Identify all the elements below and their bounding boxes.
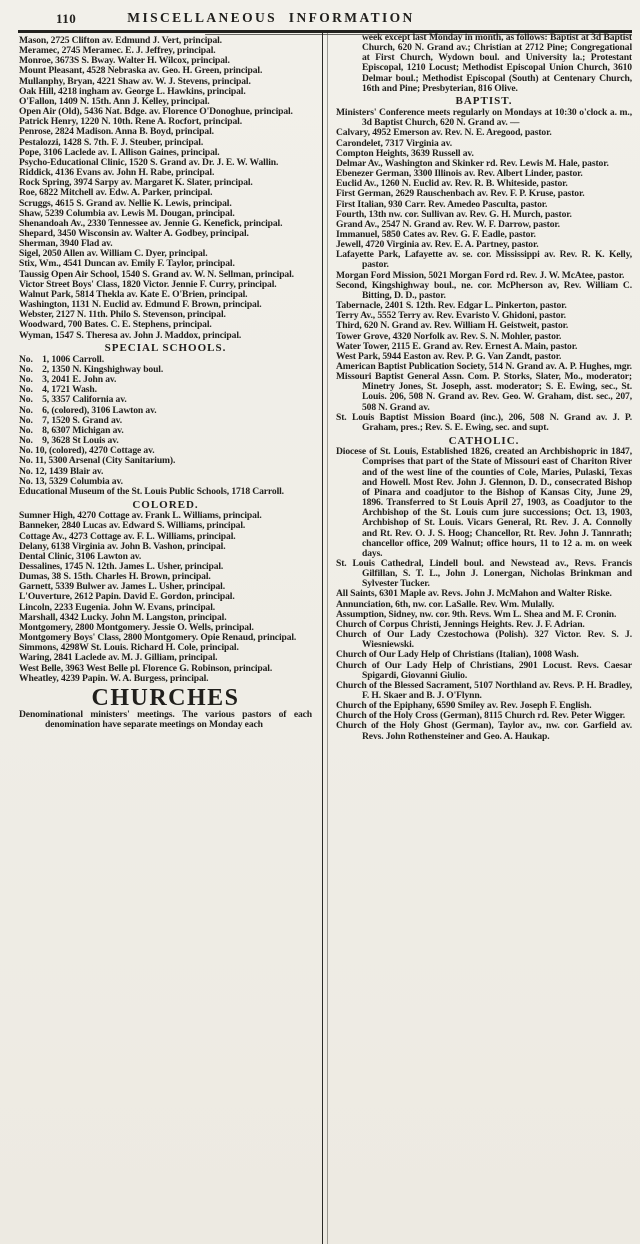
catholic-church-entry: Diocese of St. Louis, Established 1826, created an Archbishopric in 1847, Comprises that part of the State of Missouri east of Chariton River and of the west line of the counties of Cole, Maries, Pulaski, Texas and Howell. Most Rev. John J. Glennon, D. D., consecrated Bishop of Pinara and coadjutor to the Bishop of Kansas City, June 29, 1896. Transferred to St Louis April 27, 1903, as Coadjutor to the Archbishop of the St. Louis cum jure successions; Oct. 13, 1903, Archbishop of St. Louis. Vicars General, Rt. Rev. J. A. Connolly and Rt. Rev. O. J. S. Hoog; Chancellor, Rt. Rev. John J. Tannrath; chancellor office, 209 Walnut; office hours, 11 to 12 a. m. on week days. [336, 446, 632, 559]
school-entry: Victor Street Boys' Class, 1820 Victor. Jennie F. Curry, principal. [19, 278, 277, 290]
public-schools-list [19, 36, 312, 341]
special-school-entry: No. 4, 1721 Wash. [19, 384, 97, 396]
school-entry: Pope, 3106 Laclede av. I. Allison Gaines, principal. [19, 146, 220, 158]
school-entry: Mason, 2725 Clifton av. Edmund J. Vert, principal. [19, 36, 222, 46]
colored-school-entry: Delany, 6138 Virginia av. John B. Vashon, principal. [19, 540, 226, 552]
school-entry: Mount Pleasant, 4528 Nebraska av. Geo. H. Green, principal. [19, 65, 263, 77]
school-entry: Webster, 2127 N. 11th. Philo S. Stevenson, principal. [19, 309, 226, 321]
school-entry: Wyman, 1547 S. Theresa av. John J. Maddox, principal. [19, 329, 242, 341]
school-entry: Shepard, 3450 Wisconsin av. Walter A. Godbey, principal. [19, 227, 249, 239]
baptist-church-entry: Lafayette Park, Lafayette av. se. cor. Mississippi av. Rev. R. K. Kelly, pastor. [336, 249, 632, 271]
colored-schools-list [19, 511, 312, 684]
baptist-church-entry: First German, 2629 Rauschenbach av. Rev. F. P. Kruse, pastor. [336, 188, 585, 200]
catholic-church-entry: Church of Our Lady Czestochowa (Polish). 327 Victor. Rev. S. J. Wiesniewski. [336, 629, 632, 651]
page-number: 110 [56, 11, 77, 26]
column-divider [322, 33, 323, 1244]
colored-school-entry: Montgomery Boys' Class, 2800 Montgomery. Opie Renaud, principal. [19, 632, 297, 644]
colored-school-entry: Cottage Av., 4273 Cottage av. F. L. Williams, principal. [19, 530, 236, 542]
catholic-church-entry: Assumption, Sidney, nw. cor. 9th. Revs. Wm L. Shea and M. F. Cronin. [336, 608, 617, 620]
page-header [18, 8, 632, 30]
school-entry: Taussig Open Air School, 1540 S. Grand av. W. N. Sellman, principal. [19, 268, 294, 280]
catholic-church-entry: All Saints, 6301 Maple av. Revs. John J. McMahon and Walter Riske. [336, 588, 612, 600]
school-entry: Open Air (Old), 5436 Nat. Bdge. av. Florence O'Donoghue, principal. [19, 106, 293, 118]
baptist-church-entry: Ebenezer German, 3300 Illinois av. Rev. Albert Linder, pastor. [336, 168, 583, 180]
special-school-entry: No. 5, 3357 California av. [19, 394, 127, 406]
baptist-church-entry: Terry Av., 5552 Terry av. Rev. Evaristo V. Ghidoni, pastor. [336, 310, 566, 322]
school-entry: Rock Spring, 3974 Sarpy av. Margaret K. Slater, principal. [19, 177, 253, 189]
catholic-church-entry: Church of the Blessed Sacrament, 5107 Northland av. Revs. P. H. Bradley, F. H. Skaer and B. J. O'Flynn. [336, 679, 632, 701]
school-entry: Psycho-Educational Clinic, 1520 S. Grand av. Dr. J. E. W. Wallin. [19, 156, 279, 168]
school-entry: Scruggs, 4615 S. Grand av. Nellie K. Lewis, principal. [19, 197, 232, 209]
colored-schools-heading: COLORED. [132, 498, 199, 511]
special-school-entry: No. 2, 1350 N. Kingshighway boul. [19, 364, 164, 375]
school-entry: Penrose, 2824 Madison. Anna B. Boyd, principal. [19, 126, 214, 138]
school-entry: Meramec, 2745 Meramec. E. J. Jeffrey, principal. [19, 45, 216, 57]
school-entry: Riddick, 4136 Evans av. John H. Rabe, principal. [19, 167, 215, 179]
baptist-church-entry: Delmar Av., Washington and Skinker rd. Rev. Lewis M. Hale, pastor. [336, 157, 609, 169]
colored-school-entry: Lincoln, 2233 Eugenia. John W. Evans, principal. [19, 601, 216, 613]
school-entry: Monroe, 3673S S. Bway. Walter H. Wilcox, principal. [19, 55, 230, 67]
churches-intro-continuation: week except last Monday in month, as follows: Baptist at 3d Baptist Church, 620 N. Grand av.; Christian at 2712 Pine; Congregational at First Church, Wydown boul. and University la.; Protestant Episcopal, 1210 Locust; Methodist Episcopal Union Church, 3610 Delmar boul.; Methodist Episcopal (South) at Centenary Church, 16th and Pine; Presbyterian, 816 Olive. [362, 33, 632, 94]
colored-school-entry: Montgomery, 2800 Montgomery. Jessie O. Wells, principal. [19, 621, 254, 633]
churches-section-heading: CHURCHES [91, 684, 240, 711]
colored-school-entry: L'Ouverture, 2612 Papin. David E. Gordon, principal. [19, 591, 235, 603]
catholic-church-entry: Annunciation, 6th, nw. cor. LaSalle. Rev. Wm. Mulally. [336, 598, 555, 610]
churches-intro-paragraph: Denominational ministers' meetings. The various pastors of each denomination have separate meetings on Monday each [19, 709, 312, 731]
baptist-church-entry: Immanuel, 5850 Cates av. Rev. G. F. Eadle, pastor. [336, 228, 536, 240]
school-entry: Sherman, 3940 Flad av. [19, 238, 113, 250]
baptist-church-entry: Third, 620 N. Grand av. Rev. William H. Geistweit, pastor. [336, 320, 569, 332]
baptist-church-entry: Fourth, 13th nw. cor. Sullivan av. Rev. G. H. Murch, pastor. [336, 208, 572, 220]
school-entry: Shenandoah Av., 2330 Tennessee av. Jennie G. Kenefick, principal. [19, 217, 283, 229]
special-school-entry: No. 12, 1439 Blair av. [19, 465, 104, 477]
special-school-entry: No. 7, 1520 S. Grand av. [19, 414, 123, 426]
school-entry: Stix, Wm., 4541 Duncan av. Emily F. Taylor, principal. [19, 258, 235, 270]
special-school-entry: No. 6, (colored), 3106 Lawton av. [19, 404, 157, 416]
baptist-church-entry: American Baptist Publication Society, 514 N. Grand av. A. P. Hughes, mgr. [336, 361, 632, 372]
school-entry: Mullanphy, Bryan, 4221 Shaw av. W. J. Stevens, principal. [19, 75, 251, 87]
baptist-church-entry: Water Tower, 2115 E. Grand av. Rev. Ernest A. Main, pastor. [336, 340, 578, 352]
catholic-church-entry: Church of the Holy Cross (German), 8115 Church rd. Rev. Peter Wigger. [336, 710, 626, 722]
baptist-church-entry: Missouri Baptist General Assn. Com. P. Storks, Slater, Mo., moderator; Minetry Jones, St. Joseph, asst. moderator; S. E. Ewing, sec., St. Louis. 206, 508 N. Grand av. Rev. Geo. W. Graham, dist. sec., 207, 508 N. Grand av. [336, 371, 632, 413]
right-column [336, 33, 632, 1244]
baptist-church-entry: West Park, 5944 Easton av. Rev. P. G. Van Zandt, pastor. [336, 350, 562, 362]
page-title: MISCELLANEOUS INFORMATION [127, 10, 415, 25]
school-entry: Washington, 1131 N. Euclid av. Edmund F. Brown, principal. [19, 299, 262, 311]
school-entry: Oak Hill, 4218 ingham av. George L. Hawkins, principal. [19, 85, 246, 97]
baptist-church-entry: St. Louis Baptist Mission Board (inc.), 206, 508 N. Grand av. J. P. Graham, pres.; Rev. S. E. Ewing, sec. and supt. [336, 411, 632, 433]
baptist-church-entry: Ministers' Conference meets regularly on Mondays at 10:30 o'clock a. m., 3d Baptist Church, 620 N. Grand av. –– [336, 107, 632, 129]
left-column [19, 36, 312, 1244]
baptist-church-entry: Jewell, 4720 Virginia av. Rev. E. A. Partney, pastor. [336, 239, 539, 251]
catholic-church-entry: Church of Our Lady Help of Christians (Italian), 1008 Wash. [336, 649, 579, 661]
baptist-church-list [336, 108, 632, 433]
special-school-entry: No. 10, (colored), 4270 Cottage av. [19, 445, 155, 457]
baptist-church-entry: Compton Heights, 3639 Russell av. [336, 147, 474, 159]
school-entry: Pestalozzi, 1428 S. 7th. F. J. Steuber, principal. [19, 136, 204, 148]
catholic-heading: CATHOLIC. [448, 434, 520, 447]
special-school-entry: No. 11, 5300 Arsenal (City Sanitarium). [19, 455, 176, 467]
baptist-church-entry: Euclid Av., 1260 N. Euclid av. Rev. R. B. Whiteside, pastor. [336, 178, 568, 190]
catholic-church-entry: Church of the Epiphany, 6590 Smiley av. Rev. Joseph F. English. [336, 700, 592, 712]
baptist-church-entry: Tabernacle, 2401 S. 12th. Rev. Edgar L. Pinkerton, pastor. [336, 300, 567, 312]
school-entry: Sigel, 2050 Allen av. William C. Dyer, principal. [19, 248, 208, 260]
colored-school-entry: West Belle, 3963 West Belle pl. Florence G. Robinson, principal. [19, 662, 273, 674]
colored-school-entry: Waring, 2841 Laclede av. M. J. Gilliam, principal. [19, 652, 218, 664]
colored-school-entry: Garnett, 5339 Bulwer av. James L. Usher, principal. [19, 581, 226, 593]
baptist-church-entry: Second, Kingshighway boul., ne. cor. McPherson av, Rev. William C. Bitting, D. D., pastor. [336, 279, 632, 301]
special-schools-list [19, 355, 312, 497]
special-school-entry: No. 13, 5329 Columbia av. [19, 475, 123, 487]
special-school-entry: No. 9, 3628 St Louis av. [19, 435, 119, 447]
colored-school-entry: Sumner High, 4270 Cottage av. Frank L. Williams, principal. [19, 510, 262, 522]
school-entry: Patrick Henry, 1220 N. 10th. Rene A. Rocfort, principal. [19, 116, 242, 128]
special-school-entry: No. 3, 2041 E. John av. [19, 374, 117, 386]
catholic-church-list [336, 447, 632, 742]
special-school-entry: Educational Museum of the St. Louis Public Schools, 1718 Carroll. [19, 485, 284, 497]
colored-school-entry: Dessalines, 1745 N. 12th. James L. Usher, principal. [19, 560, 224, 572]
colored-school-entry: Dental Clinic, 3106 Lawton av. [19, 550, 142, 562]
baptist-church-entry: Calvary, 4952 Emerson av. Rev. N. E. Aregood, pastor. [336, 127, 552, 139]
colored-school-entry: Simmons, 4298W St. Louis. Richard H. Cole, principal. [19, 642, 239, 654]
baptist-church-entry: Carondelet, 7317 Virginia av. [336, 137, 453, 149]
colored-school-entry: Dumas, 38 S. 15th. Charles H. Brown, principal. [19, 571, 211, 583]
special-school-entry: No. 8, 6307 Michigan av. [19, 424, 124, 436]
colored-school-entry: Marshall, 4342 Lucky. John M. Langston, principal. [19, 611, 227, 623]
school-entry: Walnut Park, 5814 Thekla av. Kate E. O'Brien, principal. [19, 288, 248, 300]
special-school-entry: No. 1, 1006 Carroll. [19, 353, 104, 365]
school-entry: Woodward, 700 Bates. C. E. Stephens, principal. [19, 319, 212, 331]
school-entry: Shaw, 5239 Columbia av. Lewis M. Dougan, principal. [19, 207, 235, 219]
catholic-church-entry: Church of Corpus Christi, Jennings Heights. Rev. J. F. Adrian. [336, 618, 585, 630]
catholic-church-entry: Church of the Holy Ghost (German), Taylor av., nw. cor. Garfield av. Revs. John Rothensteiner and Geo. A. Haukap. [336, 720, 632, 742]
school-entry: Roe, 6822 Mitchell av. Edw. A. Parker, principal. [19, 187, 213, 199]
colored-school-entry: Banneker, 2840 Lucas av. Edward S. Williams, principal. [19, 520, 246, 532]
column-divider-secondary [327, 33, 328, 1244]
baptist-heading: BAPTIST. [455, 95, 513, 108]
special-schools-heading: SPECIAL SCHOOLS. [104, 342, 227, 355]
catholic-church-entry: St. Louis Cathedral, Lindell boul. and Newstead av., Revs. Francis Gilfillan, S. T. L., John J. Lonergan, Nicholas Brinkman and Sylvester Tucker. [336, 557, 632, 590]
baptist-church-entry: Morgan Ford Mission, 5021 Morgan Ford rd. Rev. J. W. McAtee, pastor. [336, 269, 625, 281]
school-entry: O'Fallon, 1409 N. 15th. Ann J. Kelley, principal. [19, 95, 210, 107]
catholic-church-entry: Church of Our Lady Help of Christians, 2901 Locust. Revs. Caesar Spigardi, Giovanni Giulio. [336, 659, 632, 681]
baptist-church-entry: First Italian, 930 Carr. Rev. Amedeo Pasculta, pastor. [336, 198, 548, 210]
baptist-church-entry: Tower Grove, 4320 Norfolk av. Rev. S. N. Mohler, pastor. [336, 330, 562, 342]
baptist-church-entry: Grand Av., 2547 N. Grand av. Rev. W. F. Darrow, pastor. [336, 218, 560, 230]
colored-school-entry: Wheatley, 4239 Papin. W. A. Burgess, principal. [19, 672, 209, 684]
